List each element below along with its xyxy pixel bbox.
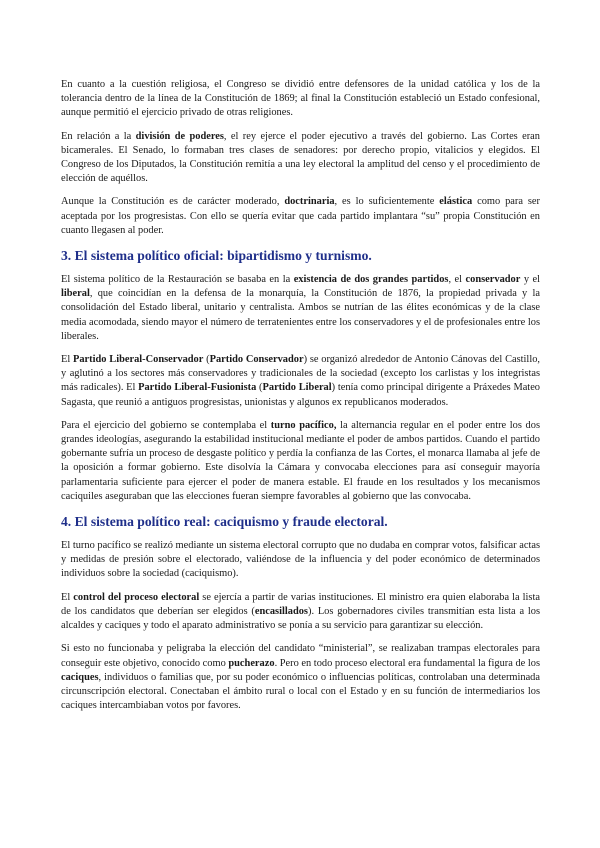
bold-term: encasillados <box>254 605 308 617</box>
paragraph-dos-partidos: El sistema político de la Restauración se basaba en la existencia de dos grandes partidos, el conservador y el liberal, que coincidían en la defensa de la monarquía, la Constitución de 1876, la propiedad privada y la consolidación del Estado liberal, unitario y centralista. Ambos se nutrían de las élites económicas y de la clase media acomodada, siendo mayor el número de terratenientes entre los conservadores y el de profesionales entre los liberales. <box>61 274 541 342</box>
bold-term: caciques <box>61 671 99 683</box>
bold-term: Partido Liberal-Conservador <box>73 354 204 366</box>
bold-term: pucherazo <box>228 657 275 669</box>
bold-term: turno pacífico, <box>270 419 337 431</box>
paragraph-division-poderes: En relación a la división de poderes, el rey ejerce el poder ejecutivo a través del gobierno. Las Cortes eran bicamerales. El Senado, lo formaban tres clases de senadores: por derecho propio, vitalicios y elegidos. El Congreso de los Diputados, la Constitución remitía a una ley electoral la amplitud del censo y el procedimiento de elección de aquéllos. <box>61 130 540 185</box>
bold-term: existencia de dos grandes partidos <box>293 274 449 286</box>
bold-term: conservador <box>465 274 521 286</box>
bold-term: liberal <box>61 288 90 300</box>
bold-term: Partido Liberal <box>262 382 332 394</box>
section-heading-3: 3. El sistema político oficial: bipartidismo y turnismo. <box>61 248 372 264</box>
paragraph-control-electoral: El control del proceso electoral se ejercía a partir de varias instituciones. El ministro era quien elaboraba la lista de los candidatos que deberían ser elegidos (encasillados). Los gobernadores civiles transmitían esta lista a los alcaldes y caciques y todo el aparato administrativo se ponía a su servicio para garantizar su elección. <box>61 591 540 632</box>
paragraph-religion: En cuanto a la cuestión religiosa, el Congreso se dividió entre defensores de la unidad católica y los de la tolerancia dentro de la línea de la Constitución de 1869; al final la Constitución estableció un Estado confesional, aunque permitió el ejercicio privado de otras religiones. <box>61 79 540 119</box>
bold-term: Partido Conservador <box>209 354 304 366</box>
bold-term: doctrinaria <box>284 196 335 208</box>
paragraph-partidos: El Partido Liberal-Conservador (Partido Conservador) se organizó alrededor de Antonio Cánovas del Castillo, y aglutinó a los sectores más conservadores y tradicionales de la sociedad (excepto los carlistas y los integristas más radicales). El Partido Liberal-Fusionista (Partido Liberal) tenía como principal dirigente a Práxedes Mateo Sagasta, que reunió a antiguos progresistas, unionistas y algunos ex republicanos moderados. <box>61 354 540 408</box>
bold-term: división de poderes <box>135 130 224 142</box>
bold-term: control del proceso electoral <box>73 591 200 603</box>
paragraph-doctrinaria: Aunque la Constitución es de carácter moderado, doctrinaria, es lo suficientemente elástica como para ser aceptada por los progresistas. Con ello se quería evitar que cada partido implantara “su” propia Constitución en cuanto llegasen al poder. <box>61 196 540 236</box>
section-heading-4: 4. El sistema político real: caciquismo y fraude electoral. <box>61 514 388 530</box>
bold-term: Partido Liberal-Fusionista <box>138 382 257 394</box>
paragraph-pucherazo-caciques: Si esto no funcionaba y peligraba la elección del candidato “ministerial”, se realizaban trampas electorales para conseguir este objetivo, conocido como pucherazo. Pero en todo proceso electoral era fundamental la figura de los caciques, individuos o familias que, por su poder económico o influencias políticas, controlaban una determinada circunscripción electoral. Conectaban el ámbito rural o local con el Estado y en su función de intermediarios los caciques intercambiaban votos por favores. <box>61 643 540 712</box>
paragraph-turno-pacifico: Para el ejercicio del gobierno se contemplaba el turno pacífico, la alternancia regular en el poder entre los dos grandes ideologías, asegurando la estabilidad institucional mediante el poder de ambos partidos. Cuando el partido gobernante sufría un proceso de desgaste político y perdía la confianza de las Cortes, el monarca llamaba al jefe de la oposición a formar gobierno. Este disolvía la Cámara y convocaba elecciones para así conseguir mayoría parlamentaria suficiente para ejercer el poder de manera estable. El fraude en los resultados y los mecanismos caciquiles aseguraban que las elecciones fueran siempre favorables al gobierno que las convocaba. <box>61 419 540 502</box>
bold-term: elástica <box>439 196 473 208</box>
paragraph-sistema-corrupto: El turno pacífico se realizó mediante un sistema electoral corrupto que no dudaba en comprar votos, falsificar actas y medidas de presión sobre el electorado, valiéndose de la influencia y del poder económico de determinados individuos sobre la sociedad (caciquismo). <box>61 540 540 580</box>
